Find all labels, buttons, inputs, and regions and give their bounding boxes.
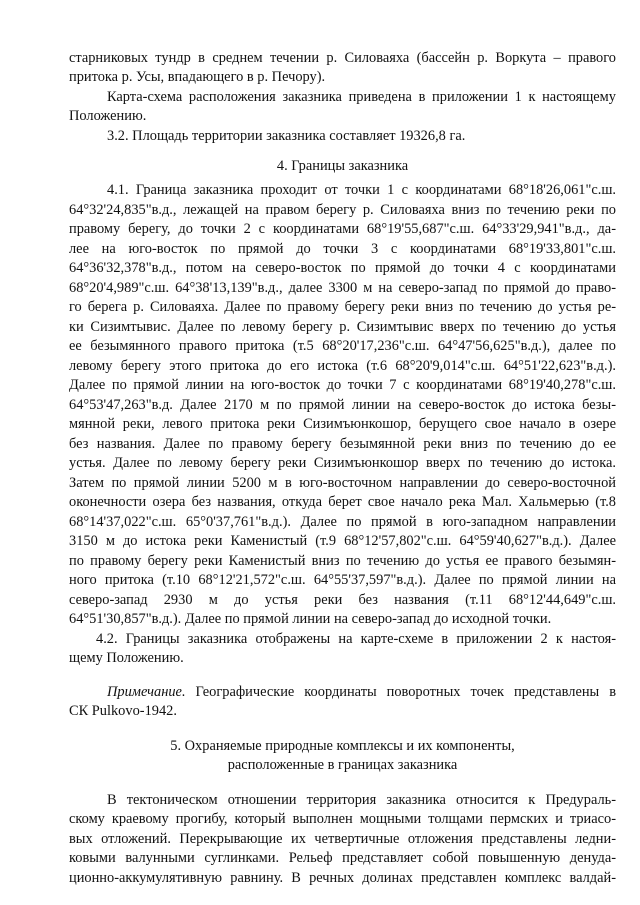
- text-line: оконечности озера без названия, откуда берет свое начало река Мал. Хальмерью (т.8: [69, 494, 616, 510]
- text-line: ционно-аккумулятивную равнину. В речных долинах представлен комплекс валдай-: [69, 870, 616, 886]
- text-line: Далее по прямой линии на юго-восток до точки 7 с координатами 68°19'40,278"с.ш.: [69, 377, 616, 393]
- text-line: правому берегу, до точки 2 с координатами 68°19'55,687"с.ш. 64°33'29,941"в.д., да-: [69, 221, 616, 237]
- text-line: 3150 м до истока реки Каменистый (т.9 68°12'57,802"с.ш. 64°59'40,627"в.д.). Далее: [69, 533, 616, 549]
- note-label: Примечание.: [107, 684, 186, 700]
- text-line: старниковых тундр в среднем течении р. Силоваяха (бассейн р. Воркута – правого: [69, 50, 616, 66]
- text-line: щему Положению.: [69, 650, 184, 666]
- text-line: 68°14'37,022"с.ш. 65°0'37,761"в.д.). Далее по прямой в юго-западном направлении: [69, 514, 616, 530]
- text-line: вых отложений. Перекрывающие их четвертичные отложения представлены ледни-: [69, 831, 616, 847]
- text-line: мянной реки, левого притока реки Сизимъюнкошор, берущего свое начало в озере: [69, 416, 616, 432]
- note-text: Географические координаты поворотных точек представлены в: [185, 684, 616, 700]
- text-line: Затем по прямой линии 5200 м в юго-восточном направлении до северо-восточной: [69, 475, 616, 491]
- text-line: 68°20'4,989"с.ш. 64°38'13,139"в.д., далее 3300 м на северо-запад по прямой до право-: [69, 280, 616, 296]
- text-line: левому берегу этого притока до его истока (т.6 68°20'9,014"с.ш. 64°51'22,623"в.д.).: [69, 358, 616, 374]
- section-heading: 4. Границы заказника: [276, 158, 409, 174]
- text-line: го берега р. Силоваяха. Далее по правому берегу реки вниз по течению до устья ре-: [69, 299, 616, 315]
- text-line: ковыми валунными суглинками. Рельеф представляет собой повышенную денуда-: [69, 850, 616, 866]
- text-line: 64°51'30,857"в.д.). Далее по прямой линии на северо-запад до исходной точки.: [69, 611, 552, 627]
- text-line: 64°36'32,378"в.д., потом на северо-восток по прямой до точки 4 с координатами: [69, 260, 616, 276]
- text-line: СК Pulkovo-1942.: [69, 703, 177, 719]
- text-line: ного притока (т.10 68°12'21,572"с.ш. 64°55'37,597"в.д.). Далее по прямой линии на: [69, 572, 616, 588]
- text-line: 4.1. Граница заказника проходит от точки 1 с координатами 68°18'26,061"с.ш.: [107, 182, 616, 198]
- text-line: В тектоническом отношении территория заказника относится к Предураль-: [107, 792, 616, 808]
- text-line: ки Сизимтывис. Далее по левому берегу р. Сизимтывис вверх по течению до устья: [69, 319, 616, 335]
- text-line: устья. Далее по левому берегу реки Сизимъюнкошор вверх по течению до истока.: [69, 455, 616, 471]
- text-line: северо-запад 2930 м до устья реки без названия (т.11 68°12'44,649"с.ш.: [69, 592, 616, 608]
- text-line: Карта-схема расположения заказника приведена в приложении 1 к настоящему: [107, 89, 616, 105]
- text-line: 3.2. Площадь территории заказника составляет 19326,8 га.: [107, 128, 466, 144]
- text-line: 4.2. Границы заказника отображены на карте-схеме в приложении 2 к настоя-: [96, 631, 616, 647]
- section-heading: расположенные в границах заказника: [227, 757, 458, 773]
- text-line: скому краевому прогибу, который выполнен мощными толщами пермских и триасо-: [69, 811, 616, 827]
- text-line: лее на юго-восток по прямой до точки 3 с координатами 68°19'33,801"с.ш.: [69, 241, 616, 257]
- text-line: 64°32'24,835"в.д., лежащей на правом берегу р. Силоваяха вниз по течению реки по: [69, 202, 616, 218]
- text-line: ее безымянного правого притока (т.5 68°20'17,236"с.ш. 64°47'56,625"в.д.), далее по: [69, 338, 616, 354]
- text-line: притока р. Усы, впадающего в р. Печору).: [69, 69, 326, 85]
- note-line: [107, 683, 616, 702]
- text-line: по правому берегу реки Каменистый вниз по течению до устья ее правого безымян-: [69, 553, 616, 569]
- section-heading: 5. Охраняемые природные комплексы и их компоненты,: [170, 738, 515, 754]
- text-line: 64°53'47,263"в.д. Далее 2170 м по прямой линии на северо-восток до истока безы-: [69, 397, 616, 413]
- text-line: Положению.: [69, 108, 147, 124]
- text-line: без названия. Далее по правому берегу безымянной реки вниз по течению до ее: [69, 436, 616, 452]
